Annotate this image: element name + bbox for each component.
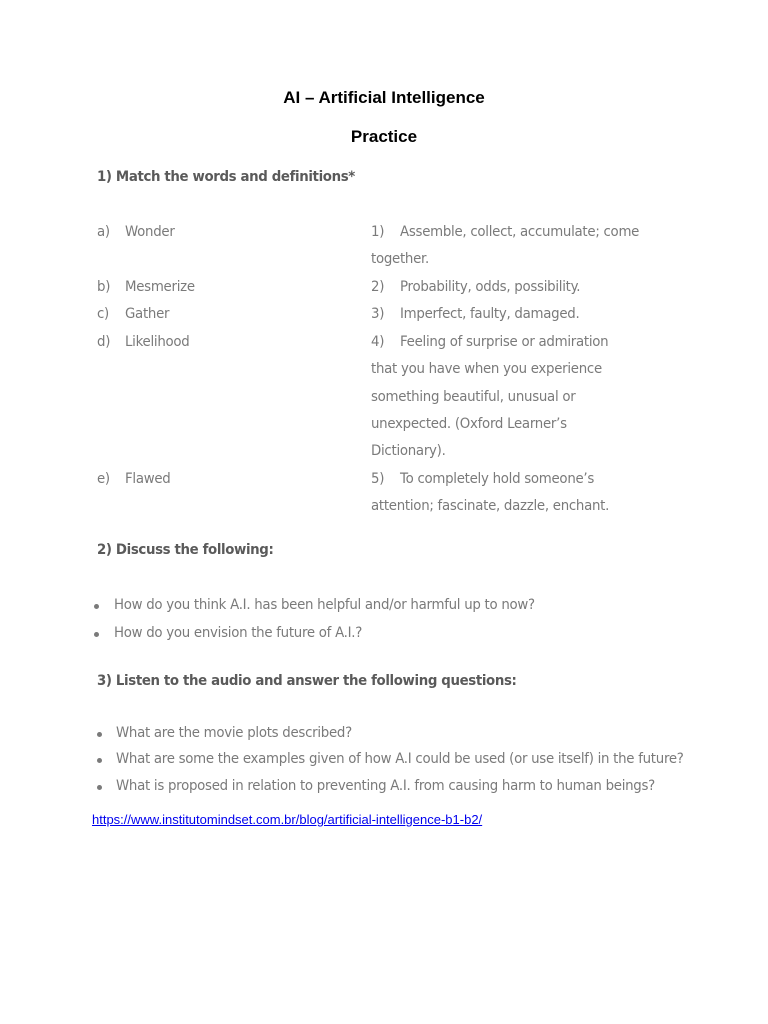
- definition-number-2: 2): [371, 279, 385, 295]
- word-letter-c: c): [97, 306, 109, 322]
- definition-4-line-4: unexpected. (Oxford Learner’s: [371, 416, 567, 432]
- definition-4-line-3: something beautiful, unusual or: [371, 389, 576, 405]
- listening-question-2: What are some the examples given of how A.I could be used (or use itself) in the future?: [116, 751, 684, 767]
- definition-4-line-1: Feeling of surprise or admiration: [400, 334, 609, 350]
- definition-number-1: 1): [371, 224, 385, 240]
- bullet-icon: [97, 785, 102, 790]
- definition-1-line-2: together.: [371, 251, 429, 267]
- definition-1-line-1: Assemble, collect, accumulate; come: [400, 224, 640, 240]
- source-link[interactable]: https://www.institutomindset.com.br/blog/artificial-intelligence-b1-b2/: [92, 812, 483, 827]
- listening-question-1: What are the movie plots described?: [116, 725, 352, 741]
- definition-4-line-2: that you have when you experience: [371, 361, 602, 377]
- word-letter-e: e): [97, 471, 110, 487]
- discussion-question-2: How do you envision the future of A.I.?: [114, 625, 363, 641]
- listening-question-3: What is proposed in relation to preventing A.I. from causing harm to human beings?: [116, 778, 655, 794]
- definition-5-line-2: attention; fascinate, dazzle, enchant.: [371, 498, 610, 514]
- document-subtitle: Practice: [350, 127, 418, 146]
- word-letter-a: a): [97, 224, 110, 240]
- discussion-question-1: How do you think A.I. has been helpful and/or harmful up to now?: [114, 597, 535, 613]
- definition-3-line-1: Imperfect, faulty, damaged.: [400, 306, 580, 322]
- section1-heading: 1) Match the words and definitions*: [97, 169, 355, 185]
- definition-5-line-1: To completely hold someone’s: [400, 471, 595, 487]
- word-likelihood: Likelihood: [125, 334, 190, 350]
- word-letter-d: d): [97, 334, 111, 350]
- definition-4-line-5: Dictionary).: [371, 443, 446, 459]
- definition-number-4: 4): [371, 334, 385, 350]
- definition-number-5: 5): [371, 471, 385, 487]
- bullet-icon: [94, 632, 99, 637]
- word-wonder: Wonder: [125, 224, 175, 240]
- definition-number-3: 3): [371, 306, 385, 322]
- section3-heading: 3) Listen to the audio and answer the following questions:: [97, 673, 517, 689]
- document-title: AI – Artificial Intelligence: [283, 88, 485, 107]
- bullet-icon: [97, 732, 102, 737]
- definition-2-line-1: Probability, odds, possibility.: [400, 279, 581, 295]
- bullet-icon: [94, 604, 99, 609]
- section2-heading: 2) Discuss the following:: [97, 542, 274, 558]
- word-gather: Gather: [125, 306, 170, 322]
- word-letter-b: b): [97, 279, 111, 295]
- bullet-icon: [97, 758, 102, 763]
- word-mesmerize: Mesmerize: [125, 279, 195, 295]
- word-flawed: Flawed: [125, 471, 171, 487]
